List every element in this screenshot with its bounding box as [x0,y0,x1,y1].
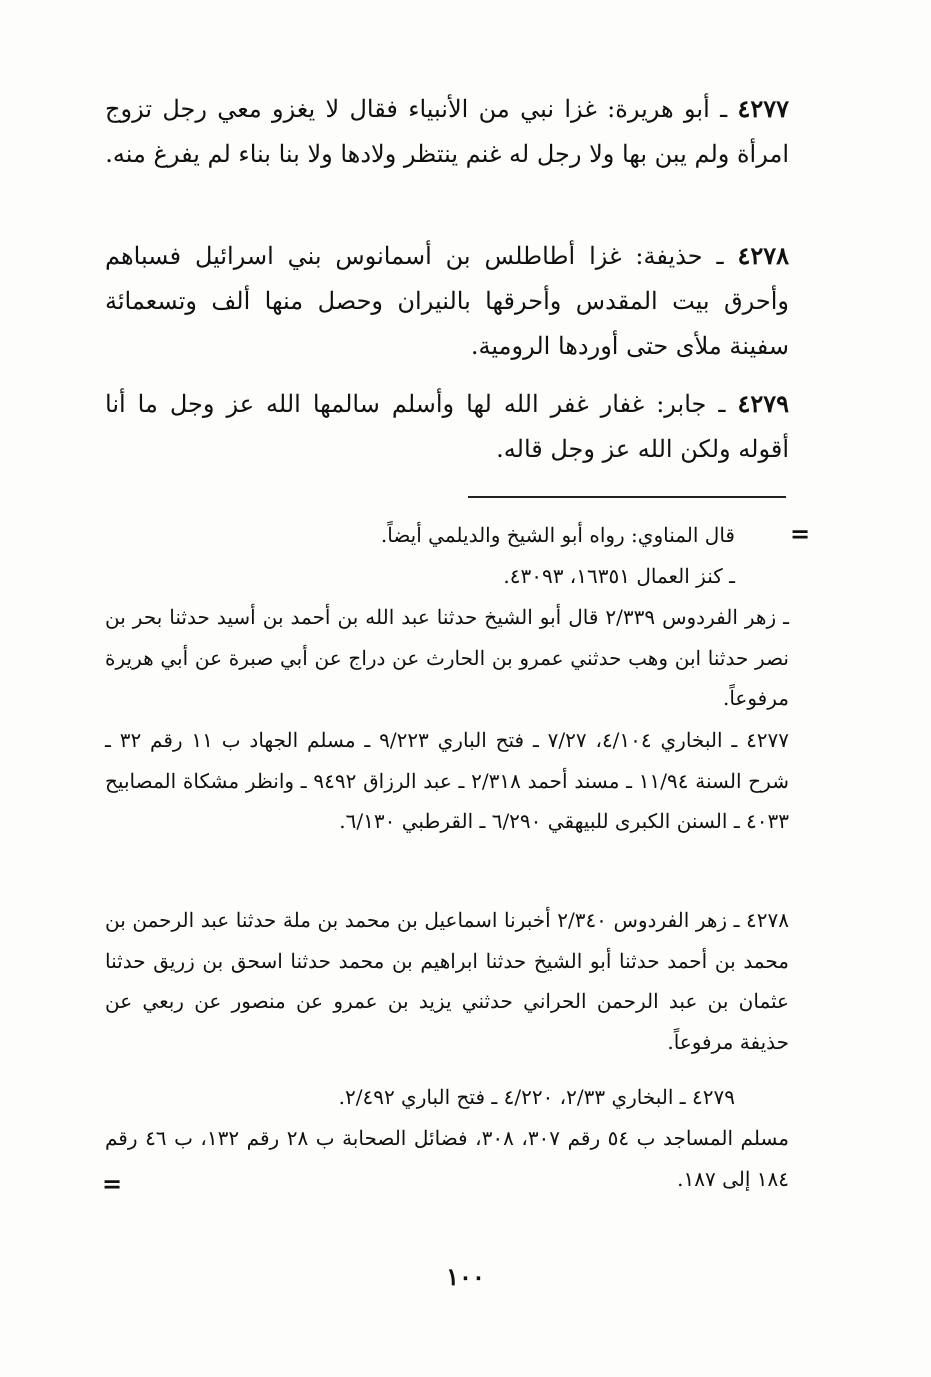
hadith-4279 [105,381,789,472]
hadith-number: ٤٢٧٩ [737,389,789,418]
footnote-paragraph: ٤٢٧٧ ـ البخاري ٤/١٠٤، ٧/٢٧ ـ فتح الباري ٩/٢٢٣ ـ مسلم الجهاد ب ١١ رقم ٣٢ ـ شرح السنة ١١/٩٤ ـ مسند أحمد ٢/٣١٨ ـ عبد الرزاق ٩٤٩٢ ـ وانظر مشكاة المصابيح ٤٠٣٣ ـ السنن الكبرى للبيهقي ٦/٢٩٠ ـ القرطبي ٦/١٣٠. [105,728,790,833]
hadith-4278 [105,233,789,369]
footnote-paragraph: ٤٢٧٨ ـ زهر الفردوس ٢/٣٤٠ أخبرنا اسماعيل بن محمد بن ملة حدثنا عبد الرحمن بن محمد بن أحمد حدثنا أبو الشيخ حدثنا ابراهيم بن محمد حدثنا اسحق بن زريق حدثنا عثمان بن عبد الرحمن الحراني حدثني يزيد بن عمرو عن منصور عن ربعي عن حذيفة مرفوعاً. [105,908,789,1054]
continuation-mark-bottom: = [102,1170,123,1198]
hadith-text: ـ أبو هريرة: غزا نبي من الأنبياء فقال لا يغزو معي رجل تزوج امرأة ولم يبن بها ولا رجل له غنم ينتظر ولادها ولا بنا بناء لم يفرغ منه. [105,95,789,168]
footnote-paragraph: ـ زهر الفردوس ٢/٣٣٩ قال أبو الشيخ حدثنا عبد الله بن أحمد بن أسيد حدثنا بحر بن نصر حدثنا ابن وهب حدثني عمرو بن الحارث عن دراج عن أبي صبرة عن أبي هريرة مرفوعاً. [105,605,789,710]
footnote-line: ـ كنز العمال ١٦٣٥١، ٤٣٠٩٣. [503,564,735,588]
footnote-separator [468,496,786,498]
footnote-line: قال المناوي: رواه أبو الشيخ والديلمي أيضاً. [380,523,735,547]
continuation-mark-top: = [790,520,811,548]
hadith-text: ـ حذيفة: غزا أطاطلس بن أسمانوس بني اسرائيل فسباهم وأحرق بيت المقدس وأحرقها بالنيران وحصل منها ألف وتسعمائة سفينة ملأى حتى أوردها الرومية. [105,242,789,360]
hadith-text: ـ جابر: غفار غفر الله لها وأسلم سالمها الله عز وجل ما أنا أقوله ولكن الله عز وجل قاله. [105,390,789,463]
footnote-line: ٤٢٧٩ ـ البخاري ٢/٣٣، ٤/٢٢٠ ـ فتح الباري ٢/٤٩٢. [338,1085,735,1109]
hadith-4277 [105,86,789,177]
hadith-number: ٤٢٧٨ [737,241,789,270]
page-number: ١٠٠ [446,1262,485,1291]
hadith-number: ٤٢٧٧ [737,94,789,123]
footnote-paragraph: مسلم المساجد ب ٥٤ رقم ٣٠٧، ٣٠٨، فضائل الصحابة ب ٢٨ رقم ١٣٢، ب ٤٦ رقم ١٨٤ إلى ١٨٧. [105,1126,790,1191]
